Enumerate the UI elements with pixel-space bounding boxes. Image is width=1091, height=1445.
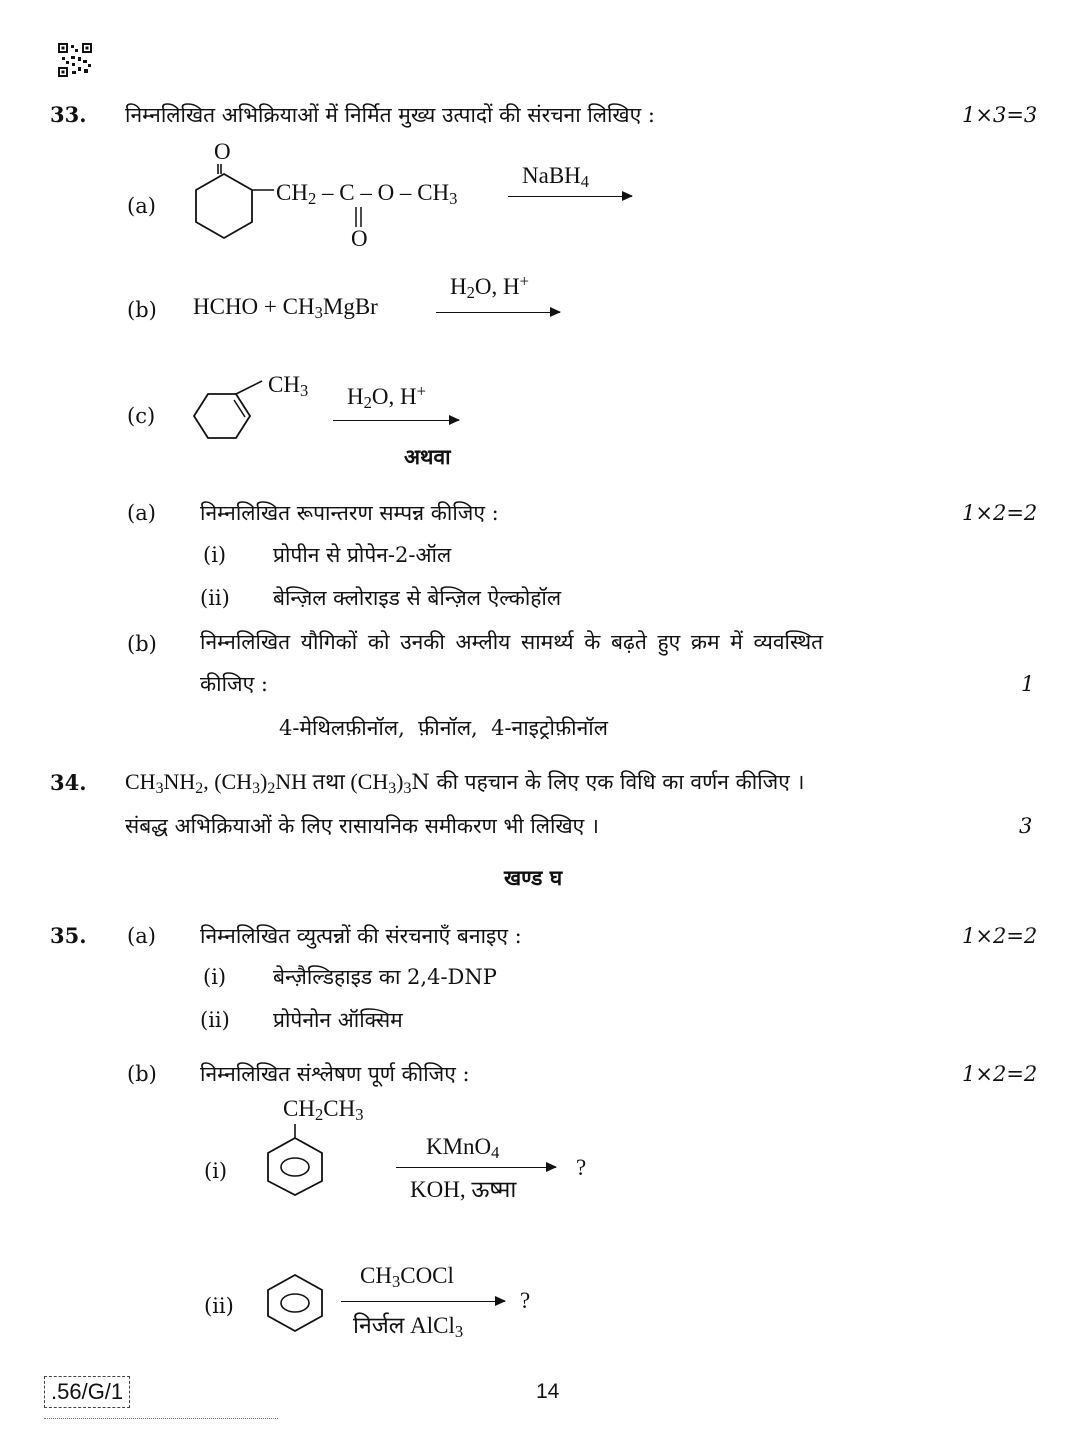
question-prompt: $CH_3NH_2$, $(CH_3)_2NH$ तथा $(CH_3)_3N$ की पहचान के लिए एक विधि का वर्णन कीजिए । [125,769,805,797]
question-prompt: निम्नलिखित व्युत्पन्नों की संरचनाएँ बनाइए : [200,924,522,948]
option-label: (a) [127,501,156,525]
cyclohexanone-structure [188,160,278,245]
ester-chain: $CH_2$ – C – O – $CH_3$ [276,180,458,209]
sub-item: बेन्ज़ैल्डिहाइड का 2,4-DNP [273,965,497,989]
marks: 3 [1019,814,1033,838]
question-prompt: निम्नलिखित रूपान्तरण सम्पन्न कीजिए : [200,501,499,525]
marks: 1×3=3 [962,103,1038,127]
sub-label: (ii) [200,586,230,610]
question-prompt: निम्नलिखित अभिक्रियाओं में निर्मित मुख्य उत्पादों की संरचना लिखिए : [125,103,655,127]
option-label: (b) [127,632,157,656]
ester-oxygen: O [351,226,368,251]
reagent-bottom: निर्जल AlCl$_3$ [353,1313,464,1342]
reaction-arrow [333,420,459,421]
methylcyclohexene-structure [190,376,270,444]
sub-label: (i) [203,543,227,567]
sub-label: (ii) [204,1294,234,1318]
reagent-top: $CH_3COCl$ [360,1263,454,1292]
reaction-arrow [341,1301,505,1302]
marks: 1×2=2 [962,501,1038,525]
ch3-group: CH [417,180,450,205]
carbonyl-oxygen: O [214,139,231,164]
ester-linkage: – C – O – [316,180,418,205]
section-title: खण्ड घ [504,865,563,890]
sub-item: प्रोपेनोन ऑक्सिम [273,1008,403,1032]
reagent-bottom: KOH, ऊष्मा [410,1177,517,1202]
ch2-group: CH [276,180,308,205]
marks: 1×2=2 [962,1062,1038,1086]
option-label: (b) [127,1062,157,1086]
methyl-group: $CH_3$ [268,372,309,401]
question-number: 35. [50,923,87,948]
or-divider: अथवा [404,444,451,469]
question-number: 34. [50,770,87,795]
option-label: (c) [127,404,156,428]
option-label: (a) [127,194,156,218]
reagent: $H_2O$, H+ [347,381,426,413]
unknown-product: ? [576,1155,587,1180]
reagent: $H_2O$, H+ [450,271,529,303]
paper-code: .56/G/1 [44,1376,130,1408]
option-label: (b) [127,298,157,322]
benzene-ring-structure [262,1273,328,1333]
reaction-arrow [396,1167,556,1168]
benzene-ring-structure [260,1124,330,1196]
reagent: NaBH$_4$ [522,163,590,192]
sub-label: (i) [204,1159,228,1183]
sub-item: बेन्ज़िल क्लोराइड से बेन्ज़िल ऐल्कोहॉल [273,586,562,610]
question-prompt-cont: संबद्ध अभिक्रियाओं के लिए रासायनिक समीकरण भी लिखिए । [125,814,599,838]
marks: 1 [1021,672,1035,696]
reaction-arrow [436,312,560,313]
qr-code-icon [58,43,92,77]
question-prompt: निम्नलिखित यौगिकों को उनकी अम्लीय सामर्थ्य के बढ़ते हुए क्रम में व्यवस्थित [200,630,824,654]
compound-list: 4-मेथिलफ़ीनॉल, फ़ीनॉल, 4-नाइट्रोफ़ीनॉल [279,716,608,740]
reagent-top: KMnO$_4$ [426,1134,500,1163]
page-number: 14 [536,1380,560,1403]
unknown-product: ? [520,1288,531,1313]
reactants: HCHO + $CH_3MgBr$ [193,294,378,323]
footer-divider [44,1418,278,1419]
question-prompt: निम्नलिखित संश्लेषण पूर्ण कीजिए : [200,1062,470,1086]
sub-item: प्रोपीन से प्रोपेन-2-ऑल [273,543,452,567]
sub-label: (ii) [200,1008,230,1032]
question-prompt-cont: कीजिए : [200,672,268,696]
option-label: (a) [127,924,156,948]
question-number: 33. [50,102,87,127]
sub-label: (i) [203,965,227,989]
ethyl-group: $CH_2CH_3$ [283,1096,364,1125]
marks: 1×2=2 [962,924,1038,948]
reaction-arrow [508,196,632,197]
